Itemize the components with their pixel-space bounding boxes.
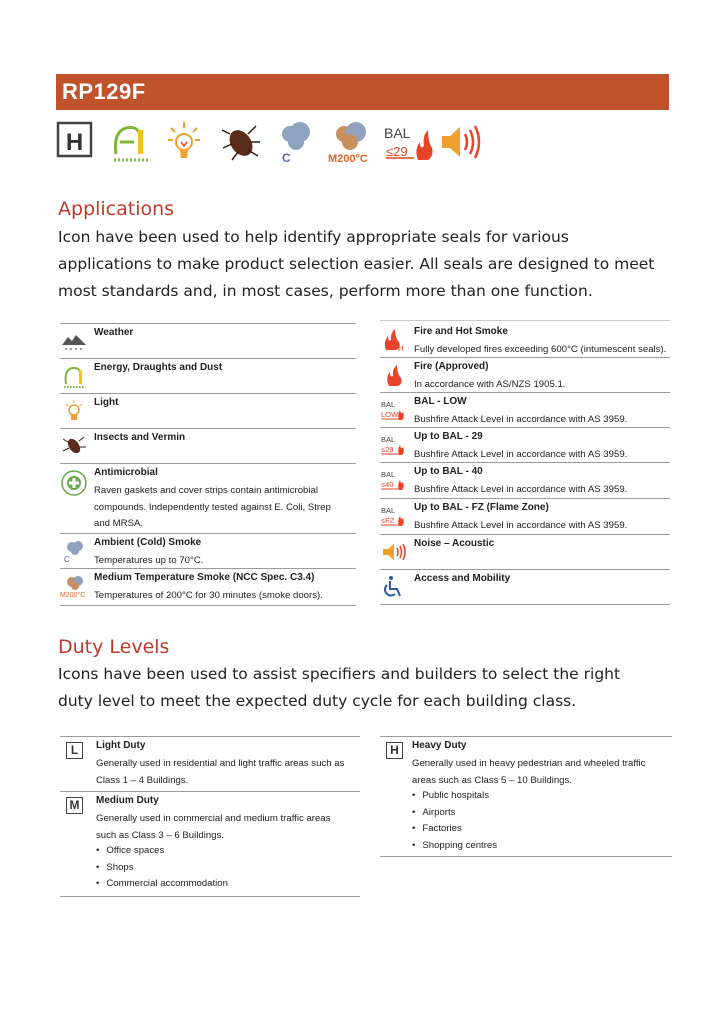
list-item: • Public hospitals [412, 788, 497, 805]
list-item: Antimicrobial Raven gaskets and cover strips contain antimicrobial compounds. Independently tested against E. Coli, Strep and MRSA. [60, 463, 356, 534]
list-item: BAL ≤29 Up to BAL - 29 Bushfire Attack Level in accordance with AS 3959. [380, 427, 670, 463]
heavy-duty-icon: H [386, 742, 403, 759]
energy-icon [60, 364, 88, 388]
heavy-duty-icon [56, 120, 94, 160]
list-item: • Airports [412, 805, 497, 822]
list-item: M200°C Medium Temperature Smoke (NCC Spec. C3.4) Temperatures of 200°C for 30 minutes (smoke doors). [60, 568, 356, 606]
light-icon [166, 120, 202, 164]
svg-text:≤FZ: ≤FZ [381, 516, 395, 525]
weather-icon [60, 329, 88, 353]
svg-text:≤29: ≤29 [381, 445, 394, 454]
list-item: Noise – Acoustic [380, 534, 670, 570]
svg-text:M200°C: M200°C [60, 592, 86, 598]
list-item: • Shops [96, 860, 228, 877]
medium-duty-icon: M [66, 797, 83, 814]
svg-text:BAL: BAL [384, 125, 411, 141]
fire-icon [380, 363, 408, 387]
light-icon [60, 399, 88, 423]
list-item: Light [60, 393, 356, 429]
list-item: L Light Duty Generally used in residential and light traffic areas such as Class 1 – 4 Buildings. [60, 736, 360, 792]
title-bar [56, 74, 669, 110]
duty-table-left [60, 736, 360, 898]
svg-text:BAL: BAL [381, 506, 396, 515]
svg-text:C: C [282, 151, 291, 165]
noise-icon [380, 540, 408, 564]
list-item: • Factories [412, 821, 497, 838]
medium-temp-smoke-icon [60, 574, 88, 598]
list-item: Weather [60, 323, 356, 359]
list-item: H Heavy Duty Generally used in heavy pedestrian and wheeled traffic areas such as Class 5 – 10 Buildings. • Public hospitals • Airports • Factories • Shopping centres [380, 736, 672, 857]
duty-levels-paragraph: Icons have been used to assist specifiers and builders to select the right duty level to meet the expected duty cycle for each building class. [58, 665, 621, 710]
medium-temp-smoke-icon [326, 120, 376, 166]
accessibility-icon [380, 575, 408, 599]
bal-29-icon [384, 120, 434, 166]
svg-text:BAL: BAL [381, 400, 396, 409]
list-item: BAL ≤FZ Up to BAL - FZ (Flame Zone) Bushfire Attack Level in accordance with AS 3959. [380, 498, 670, 535]
feature-icon-row [56, 120, 496, 170]
svg-text:LOW: LOW [381, 410, 399, 419]
bal-40-icon [380, 468, 408, 492]
list-item: • Commercial accommodation [96, 876, 228, 893]
list-item: Access and Mobility [380, 569, 670, 605]
applications-table-left [60, 323, 356, 608]
heavy-duty-list [412, 788, 497, 854]
svg-text:BAL: BAL [381, 435, 396, 444]
bal-29-icon [380, 433, 408, 457]
list-item: C Ambient (Cold) Smoke Temperatures up to 70°C. [60, 533, 356, 569]
cold-smoke-icon [60, 539, 88, 563]
svg-text:H: H [398, 344, 404, 352]
list-item: Fire (Approved) In accordance with AS/NZS 1905.1. [380, 357, 670, 393]
svg-text:BAL: BAL [381, 470, 396, 479]
applications-heading: Applications [58, 198, 175, 220]
list-item: • Office spaces [96, 843, 228, 860]
applications-table-right [380, 320, 670, 610]
medium-duty-list [96, 843, 228, 893]
duty-table-right [380, 736, 672, 858]
duty-levels-heading: Duty Levels [58, 636, 170, 658]
fire-hot-smoke-icon [380, 328, 408, 352]
svg-text:≤29: ≤29 [386, 144, 408, 159]
energy-icon [108, 120, 152, 164]
list-item: H Fire and Hot Smoke Fully developed fires exceeding 600°C (intumescent seals). [380, 322, 670, 358]
list-item: Insects and Vermin [60, 428, 356, 464]
bal-fz-icon [380, 504, 408, 528]
cold-smoke-icon [276, 120, 316, 166]
list-item: Energy, Draughts and Dust [60, 358, 356, 394]
svg-text:M200°C: M200°C [328, 153, 368, 165]
insect-icon [60, 434, 88, 458]
svg-text:H: H [65, 129, 84, 156]
list-item: • Shopping centres [412, 838, 497, 855]
applications-paragraph: Icon have been used to help identify appropriate seals for various applications to make product selection easier. All seals are designed to meet most standards and, in most cases, perform more than one function. [58, 228, 655, 300]
svg-text:C: C [64, 555, 70, 563]
light-duty-icon: L [66, 742, 83, 759]
list-item: BAL ≤40 Up to BAL - 40 Bushfire Attack Level in accordance with AS 3959. [380, 462, 670, 499]
bal-low-icon [380, 398, 408, 422]
product-code: RP129F [62, 79, 146, 104]
antimicrobial-icon [60, 469, 88, 497]
svg-text:≤40: ≤40 [381, 480, 394, 489]
noise-icon [438, 120, 484, 164]
list-item: BAL LOW BAL - LOW Bushfire Attack Level in accordance with AS 3959. [380, 392, 670, 428]
list-item: M Medium Duty Generally used in commercial and medium traffic areas such as Class 3 – 6 Buildings. • Office spaces • Shops • Commercial accommodation [60, 791, 360, 897]
insect-icon [218, 120, 264, 164]
